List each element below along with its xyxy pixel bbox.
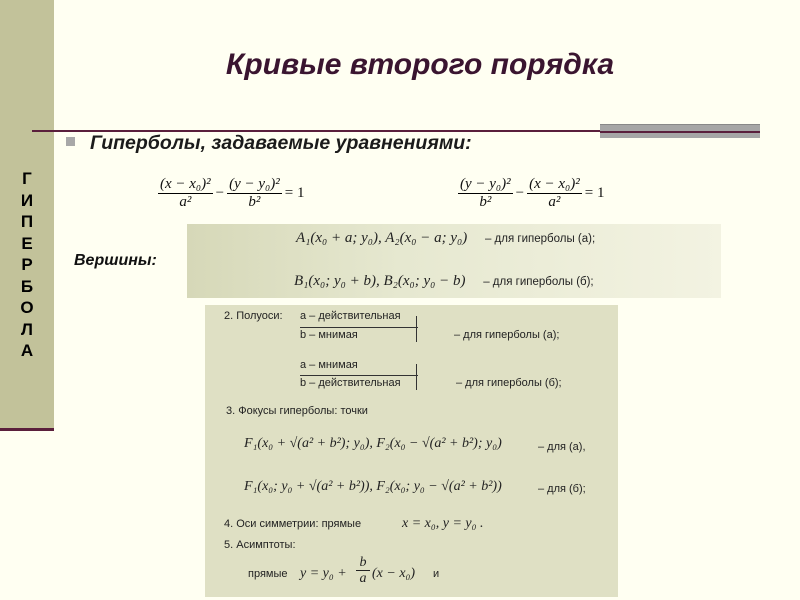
brace [416, 364, 417, 390]
vertical-letter: П [20, 212, 34, 231]
foci-b-formula: F₁(x₀; y₀ + √(a² + b²)), F₂(x₀; y₀ − √(a² + b²)) [244, 479, 502, 494]
vertical-letter: Л [21, 319, 33, 339]
semiaxes-note-a: – для гиперболы (а); [454, 329, 560, 341]
vertices-a-formula: A₁(x₀ + a; y₀), A₂(x₀ − a; y₀) [296, 230, 468, 246]
fraction [458, 176, 513, 211]
fraction-denominator: b² [248, 194, 261, 210]
vertical-letter: Р [21, 255, 33, 274]
minus-sign: − [215, 185, 225, 201]
equation-rhs: = 1 [284, 185, 305, 201]
vertices-b-formula: B₁(x₀; y₀ + b), B₂(x₀; y₀ − b) [294, 273, 466, 289]
fraction-numerator: (y − y₀)² [460, 176, 511, 192]
fraction-denominator: a² [548, 194, 561, 210]
semiaxes-label: 2. Полуоси: [224, 310, 283, 322]
fraction-denominator: a [359, 571, 367, 586]
vertices-label: Вершины: [74, 252, 157, 269]
vertical-title [0, 168, 54, 362]
and-label: и [433, 568, 440, 580]
vertices-b-note: – для гиперболы (б); [483, 276, 594, 288]
underline [300, 327, 418, 328]
vertical-letter: Е [21, 233, 33, 253]
fraction-denominator: a² [179, 194, 192, 210]
vertical-letter: Г [22, 169, 32, 188]
foci-a-note: – для (а), [538, 441, 586, 453]
fraction-numerator: (y − y₀)² [229, 176, 280, 192]
foci-b-note: – для (б); [538, 483, 586, 495]
semiaxis-a-imag: a – мнимая [300, 359, 358, 371]
symmetry-formula: x = x₀, y = y₀ . [402, 516, 484, 531]
asymptotes-label: 5. Асимптоты: [224, 539, 296, 551]
vertices-b-row [294, 273, 594, 290]
symmetry-label: 4. Оси симметрии: прямые [224, 518, 362, 530]
vertical-letter: Б [20, 276, 34, 296]
fraction [158, 176, 213, 211]
brace [416, 316, 417, 342]
semiaxes-note-b: – для гиперболы (б); [456, 377, 562, 389]
semiaxis-a-real: a – действительная [300, 310, 401, 322]
side-panel [0, 0, 54, 431]
divider-accent-line [600, 131, 760, 133]
equation-b [458, 176, 607, 211]
lines-label: прямые [248, 568, 288, 580]
vertical-letter: О [20, 298, 34, 317]
underline [300, 375, 418, 376]
asymptote-rhs: (x − x₀) [372, 566, 416, 581]
fraction-denominator: b² [479, 194, 492, 210]
minus-sign: − [515, 185, 525, 201]
fraction [227, 176, 282, 211]
foci-label: 3. Фокусы гиперболы: точки [226, 405, 368, 417]
semiaxis-b-imag: b – мнимая [300, 329, 358, 341]
asymptote-lhs: y = y₀ + [300, 566, 347, 581]
slide-title: Кривые второго порядка [225, 48, 615, 81]
vertices-a-note: – для гиперболы (а); [484, 233, 596, 245]
foci-a-formula: F₁(x₀ + √(a² + b²); y₀), F₂(x₀ − √(a² + b²); y₀) [244, 436, 502, 451]
subtitle: Гиперболы, задаваемые уравнениями: [90, 132, 472, 154]
bullet-icon [66, 137, 75, 146]
equation-rhs: = 1 [584, 185, 605, 201]
equation-a [158, 176, 307, 211]
vertices-a-row [296, 230, 595, 247]
asymptote-fraction [356, 555, 370, 586]
vertical-letter: И [20, 190, 34, 210]
fraction [527, 176, 582, 211]
vertical-letter: А [20, 341, 34, 360]
fraction-numerator: (x − x₀)² [529, 176, 580, 192]
fraction-numerator: (x − x₀)² [160, 176, 211, 192]
fraction-numerator: b [356, 555, 370, 571]
semiaxis-b-real: b – действительная [300, 377, 401, 389]
